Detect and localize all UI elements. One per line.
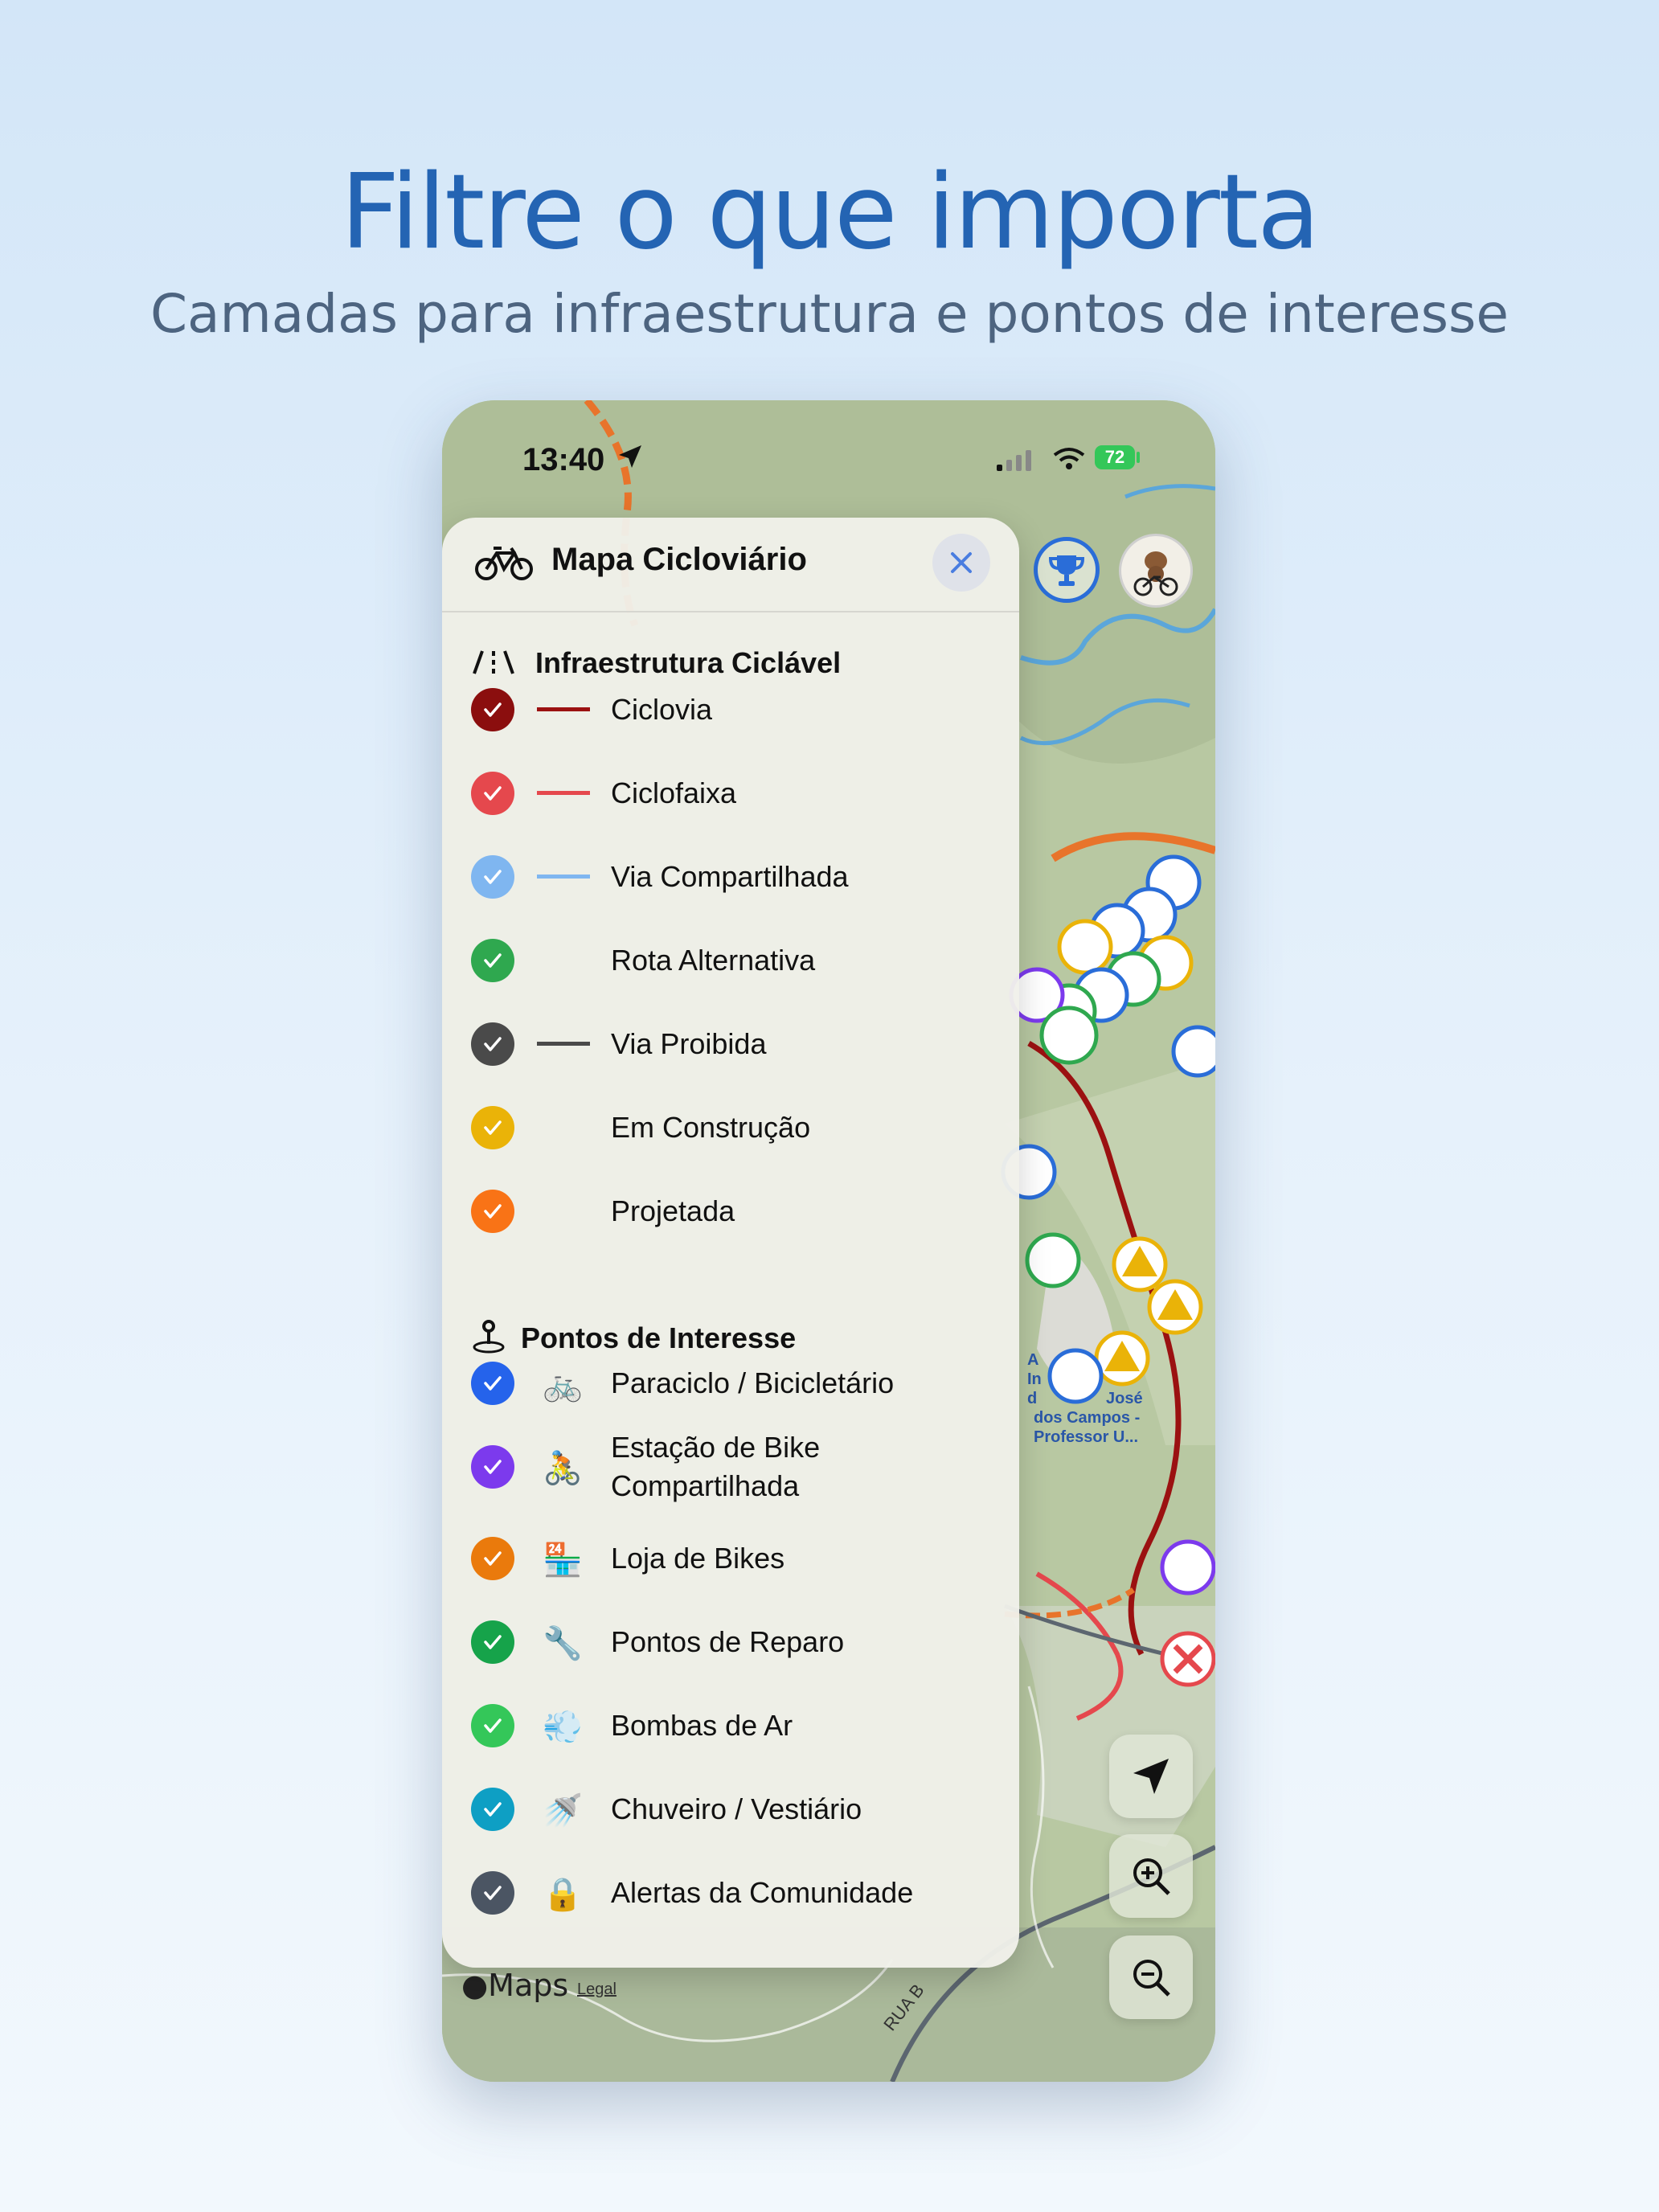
checkmark-icon [481, 1199, 505, 1223]
layer-label: Bombas de Ar [611, 1709, 793, 1742]
checkmark-icon [481, 865, 505, 889]
layer-label: Ciclofaixa [611, 776, 737, 809]
layer-label: Paraciclo / Bicicletário [611, 1366, 895, 1399]
street-label: RUA B [879, 1980, 928, 2035]
status-time: 13:40 [522, 442, 605, 477]
layer-checkbox[interactable] [471, 1788, 514, 1831]
line-style-swatch [537, 707, 590, 711]
checkmark-icon [481, 1630, 505, 1654]
layers-panel [442, 518, 1019, 1968]
line-style-swatch [537, 1042, 590, 1046]
layer-checkbox[interactable] [471, 1190, 514, 1233]
zoom-in-button[interactable] [1109, 1834, 1193, 1918]
layer-label: Loja de Bikes [611, 1542, 785, 1575]
pin-icon [471, 1320, 506, 1355]
legal-link[interactable]: Legal [577, 1981, 616, 1998]
phone-screen [442, 400, 1215, 2082]
maps-attribution-text: Maps [488, 1968, 569, 2003]
line-style-swatch [537, 791, 590, 795]
close-icon [949, 551, 973, 575]
shower-icon: 🚿 [543, 1792, 583, 1829]
layer-checkbox[interactable] [471, 1362, 514, 1405]
checkmark-icon [481, 1881, 505, 1905]
checkmark-icon [481, 1116, 505, 1140]
line-style-swatch [537, 1209, 590, 1213]
checkmark-icon [481, 1797, 505, 1821]
panel-header [442, 518, 1019, 612]
maps-attribution[interactable] [461, 1968, 568, 2003]
road-icon [471, 648, 516, 677]
wifi-icon [1053, 447, 1085, 471]
layer-label: Chuveiro / Vestiário [611, 1792, 862, 1825]
checkmark-icon [481, 698, 505, 722]
svg-text:dos Campos -: dos Campos - [1034, 1409, 1141, 1427]
trophy-button[interactable] [1034, 537, 1100, 603]
line-style-swatch [537, 875, 590, 879]
locate-me-button[interactable] [1109, 1735, 1193, 1818]
cyclist-icon: 🚴 [543, 1450, 583, 1486]
layer-label: Em Construção [611, 1111, 811, 1144]
svg-text:In: In [1027, 1370, 1042, 1388]
location-arrow-icon [617, 444, 643, 469]
layer-label: Ciclovia [611, 693, 713, 726]
layer-label: Via Compartilhada [611, 860, 849, 893]
poi-section-title: Pontos de Interesse [521, 1321, 797, 1354]
checkmark-icon [481, 781, 505, 805]
checkmark-icon [481, 948, 505, 973]
checkmark-icon [481, 1546, 505, 1571]
layer-checkbox[interactable] [471, 1871, 514, 1915]
store-icon: 🏪 [543, 1542, 583, 1578]
close-button[interactable] [932, 534, 990, 592]
infra-section-title: Infraestrutura Ciclável [535, 646, 842, 679]
checkmark-icon [481, 1455, 505, 1479]
layer-label: Via Proibida [611, 1027, 767, 1060]
svg-text:A: A [1027, 1351, 1039, 1369]
air-pump-icon: 💨 [543, 1709, 583, 1745]
layer-label: Rota Alternativa [611, 944, 816, 977]
lock-icon: 🔒 [543, 1876, 583, 1912]
zoom-in-icon [1129, 1854, 1174, 1899]
layer-checkbox[interactable] [471, 772, 514, 815]
layer-checkbox[interactable] [471, 939, 514, 982]
layer-checkbox[interactable] [471, 1022, 514, 1066]
checkmark-icon [481, 1032, 505, 1056]
layer-label: Pontos de Reparo [611, 1625, 845, 1658]
layer-checkbox[interactable] [471, 688, 514, 731]
checkmark-icon [481, 1371, 505, 1395]
svg-text:José: José [1106, 1390, 1143, 1407]
checkmark-icon [481, 1714, 505, 1738]
zoom-out-button[interactable] [1109, 1936, 1193, 2019]
user-avatar[interactable] [1119, 534, 1193, 608]
battery-indicator: 72 [1095, 445, 1135, 469]
navigation-arrow-icon [1129, 1754, 1174, 1799]
battery-tip [1137, 452, 1140, 463]
layer-label: Alertas da Comunidade [611, 1876, 914, 1909]
bicycle-icon: 🚲 [543, 1366, 583, 1403]
layer-checkbox[interactable] [471, 1445, 514, 1489]
svg-text:d: d [1027, 1390, 1038, 1407]
layer-label: Projetada [611, 1194, 735, 1227]
line-style-swatch [537, 1125, 590, 1129]
wrench-icon: 🔧 [543, 1625, 583, 1661]
apple-logo-icon: ● [461, 1968, 489, 2003]
trophy-icon [1047, 551, 1086, 589]
layer-label: Estação de Bike Compartilhada [611, 1431, 821, 1502]
capybara-cyclist-icon [1127, 542, 1185, 600]
line-style-swatch [537, 958, 590, 962]
layer-checkbox[interactable] [471, 855, 514, 899]
layer-checkbox[interactable] [471, 1537, 514, 1580]
subheadline: Camadas para infraestrutura e pontos de interesse [150, 283, 1509, 345]
svg-text:Professor U...: Professor U... [1034, 1428, 1139, 1446]
signal-icon [997, 449, 1035, 471]
headline: Filtre o que importa [340, 153, 1319, 272]
panel-title: Mapa Cicloviário [551, 542, 807, 577]
layer-checkbox[interactable] [471, 1106, 514, 1149]
zoom-out-icon [1129, 1955, 1174, 2000]
layer-checkbox[interactable] [471, 1704, 514, 1747]
layer-checkbox[interactable] [471, 1620, 514, 1664]
bicycle-icon [474, 542, 534, 582]
